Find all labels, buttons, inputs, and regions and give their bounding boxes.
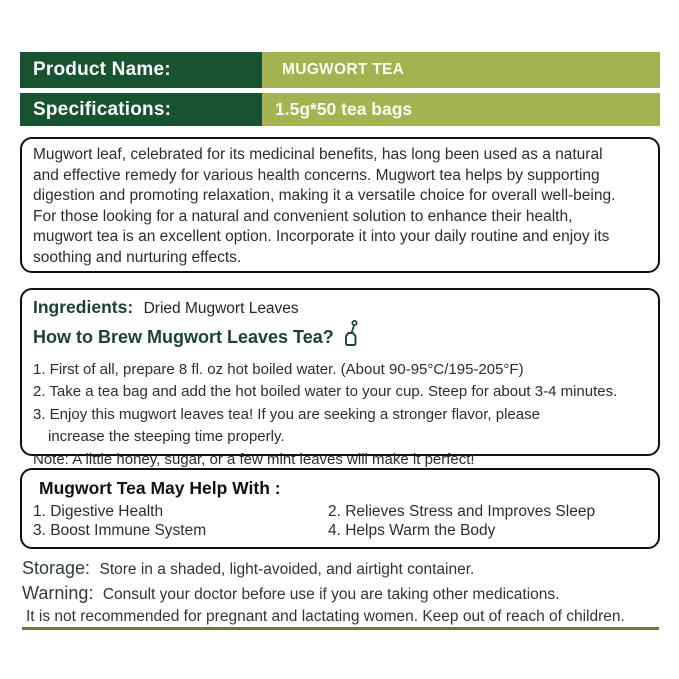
- description-line: digestion and promoting relaxation, making it a versatile choice for overall well-being.: [33, 187, 616, 205]
- ingredients-row: [33, 297, 647, 318]
- specifications-row: [20, 93, 660, 126]
- brew-step: 2. Take a tea bag and add the hot boiled water to your cup. Steep for about 3-4 minutes.: [33, 383, 618, 401]
- description-line: and effective remedy for various health concerns. Mugwort tea helps by supporting: [33, 166, 600, 184]
- brew-step: 3. Enjoy this mugwort leaves tea! If you are seeking a stronger flavor, please: [33, 405, 540, 423]
- warning-line: [22, 583, 659, 604]
- description-line: mugwort tea is an excellent option. Incorporate it into your daily routine and enjoy its: [33, 228, 610, 246]
- brew-heading-row: [33, 321, 647, 354]
- storage-warning-section: [22, 558, 659, 626]
- tea-bag-icon: [342, 319, 359, 352]
- brew-note: Note: A little honey, sugar, or a few mint leaves will make it perfect!: [33, 450, 475, 468]
- storage-line: [22, 558, 659, 579]
- description-line: soothing and nurturing effects.: [33, 248, 242, 266]
- warning-text: Consult your doctor before use if you are taking other medications.: [102, 586, 560, 603]
- brew-box: [20, 288, 660, 468]
- benefits-heading: Mugwort Tea May Help With :: [39, 478, 281, 498]
- warning-text-2: It is not recommended for pregnant and lactating women. Keep out of reach of children.: [26, 608, 625, 625]
- ingredients-value: Dried Mugwort Leaves: [143, 300, 299, 317]
- storage-text: Store in a shaded, light-avoided, and airtight container.: [99, 561, 475, 578]
- benefit-item: 1. Digestive Health: [33, 503, 164, 520]
- warning-label: Warning:: [22, 583, 94, 603]
- brew-step-continuation: increase the steeping time properly.: [48, 428, 285, 446]
- brew-heading: How to Brew Mugwort Leaves Tea?: [33, 327, 334, 347]
- description-line: Mugwort leaf, celebrated for its medicinal benefits, has long been used as a natural: [33, 146, 603, 163]
- brew-step: 1. First of all, prepare 8 fl. oz hot boiled water. (About 90-95°C/195-205°F): [33, 361, 524, 378]
- brew-steps: [33, 359, 647, 471]
- bottom-divider: [22, 627, 659, 630]
- storage-label: Storage:: [22, 558, 91, 578]
- specifications-value: 1.5g*50 tea bags: [262, 93, 660, 126]
- product-name-value: MUGWORT TEA: [262, 52, 660, 88]
- specifications-label: Specifications:: [20, 93, 262, 126]
- description-line: For those looking for a natural and convenient solution to enhance their health,: [33, 207, 573, 225]
- ingredients-label: Ingredients:: [33, 297, 134, 317]
- product-name-label: Product Name:: [20, 52, 262, 88]
- benefits-list: [33, 502, 647, 540]
- benefit-item: 2. Relieves Stress and Improves Sleep: [328, 503, 596, 520]
- benefits-box: [20, 468, 660, 549]
- benefit-item: 3. Boost Immune System: [33, 522, 207, 539]
- description-box: [20, 137, 660, 273]
- product-name-row: [20, 52, 660, 88]
- benefit-item: 4. Helps Warm the Body: [328, 522, 496, 539]
